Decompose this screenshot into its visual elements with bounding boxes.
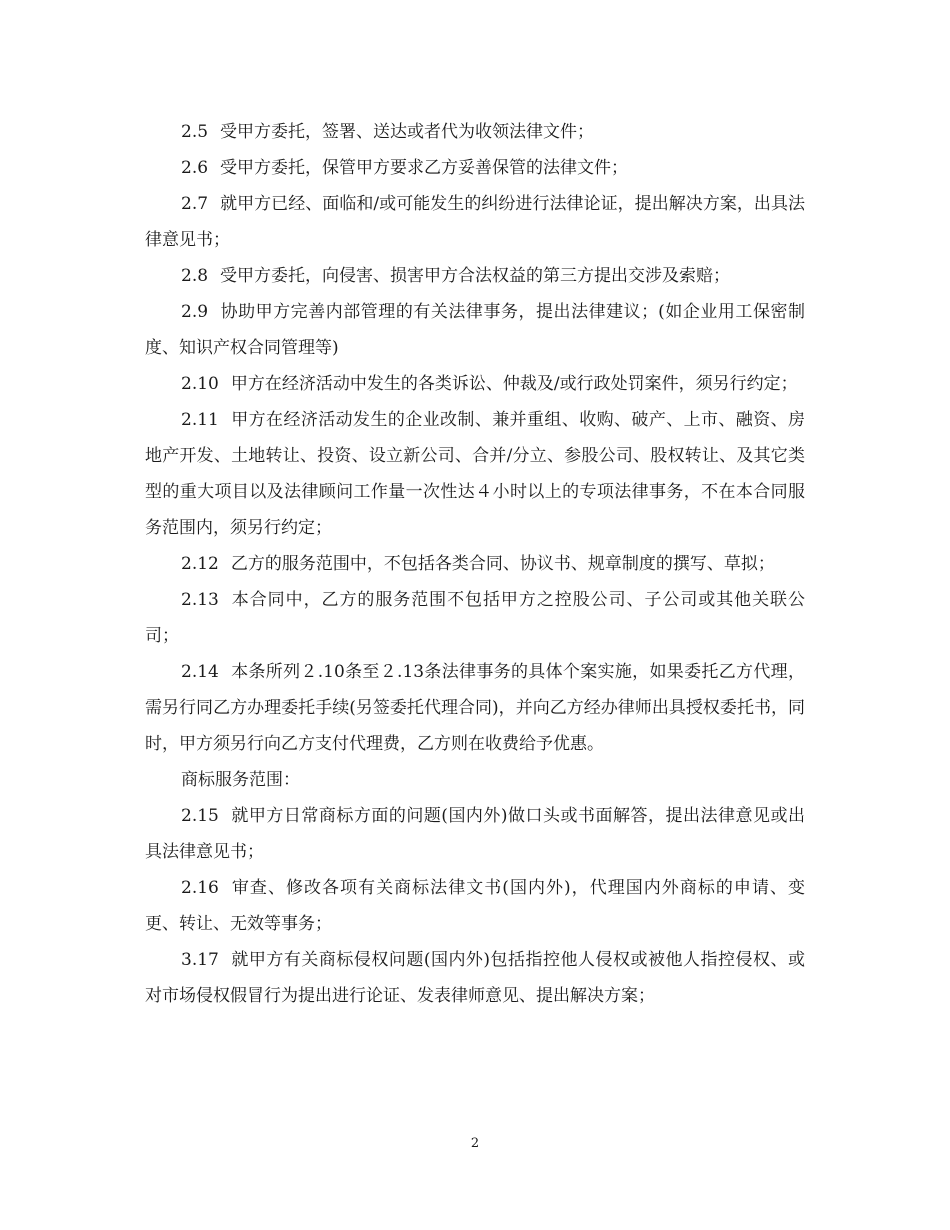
section-heading-text: 商标服务范围： [181,770,300,790]
clause-paragraph [145,402,805,546]
clause-paragraph [145,150,805,186]
clause-text: 协助甲方完善内部管理的有关法律事务，提出法律建议；(如企业用工保密制度、知识产权合同管理等) [145,302,805,358]
clause-number: 2.14 [181,662,219,682]
clause-number: 2.8 [181,266,209,286]
clause-number: 2.12 [181,554,219,574]
clause-number: 2.13 [181,590,219,610]
clause-text: 就甲方有关商标侵权问题(国内外)包括指控他人侵权或被他人指控侵权、或对市场侵权假冒行为提出进行论证、发表律师意见、提出解决方案； [145,950,805,1006]
clause-text: 受甲方委托，保管甲方要求乙方妥善保管的法律文件； [220,158,629,178]
clause-paragraph [145,294,805,366]
clause-paragraph [145,582,805,654]
clause-text: 乙方的服务范围中，不包括各类合同、协议书、规章制度的撰写、草拟； [230,554,775,574]
clause-text: 本合同中，乙方的服务范围不包括甲方之控股公司、子公司或其他关联公司； [145,590,805,646]
clause-paragraph [145,546,805,582]
clause-text: 受甲方委托，向侵害、损害甲方合法权益的第三方提出交涉及索赔； [220,266,731,286]
clause-number: 2.16 [181,878,219,898]
clause-paragraph [145,654,805,762]
document-body [145,114,805,1014]
clause-text: 审查、修改各项有关商标法律文书(国内外)，代理国内外商标的申请、变更、转让、无效等事务； [145,878,805,934]
section-heading [145,762,805,798]
clause-number: 2.11 [181,410,219,430]
page-number: 2 [470,1136,480,1151]
clause-paragraph [145,870,805,942]
clause-paragraph [145,798,805,870]
clause-text: 本条所列２.10条至２.13条法律事务的具体个案实施，如果委托乙方代理，需另行同乙方办理委托手续(另签委托代理合同)，并向乙方经办律师出具授权委托书，同时，甲方须另行向乙方支付代理费，乙方则在收费给予优惠。 [145,662,805,754]
clause-paragraph [145,114,805,150]
clause-text: 甲方在经济活动发生的企业改制、兼并重组、收购、破产、上市、融资、房地产开发、土地转让、投资、设立新公司、合并/分立、参股公司、股权转让、及其它类型的重大项目以及法律顾问工作量一次性达４小时以上的专项法律事务，不在本合同服务范围内，须另行约定； [145,410,805,538]
clause-number: 2.10 [181,374,219,394]
clause-number: 2.5 [181,122,209,142]
clause-text: 就甲方已经、面临和/或可能发生的纠纷进行法律论证，提出解决方案，出具法律意见书； [145,194,805,250]
clause-number: 2.15 [181,806,219,826]
clause-text: 受甲方委托，签署、送达或者代为收领法律文件； [220,122,595,142]
clause-number: 2.7 [181,194,209,214]
clause-paragraph [145,186,805,258]
clause-paragraph [145,366,805,402]
clause-text: 就甲方日常商标方面的问题(国内外)做口头或书面解答，提出法律意见或出具法律意见书； [145,806,805,862]
clause-text: 甲方在经济活动中发生的各类诉讼、仲裁及/或行政处罚案件，须另行约定； [230,374,798,394]
clause-number: 3.17 [181,950,219,970]
clause-number: 2.9 [181,302,209,322]
clause-paragraph [145,942,805,1014]
clause-number: 2.6 [181,158,209,178]
clause-paragraph [145,258,805,294]
